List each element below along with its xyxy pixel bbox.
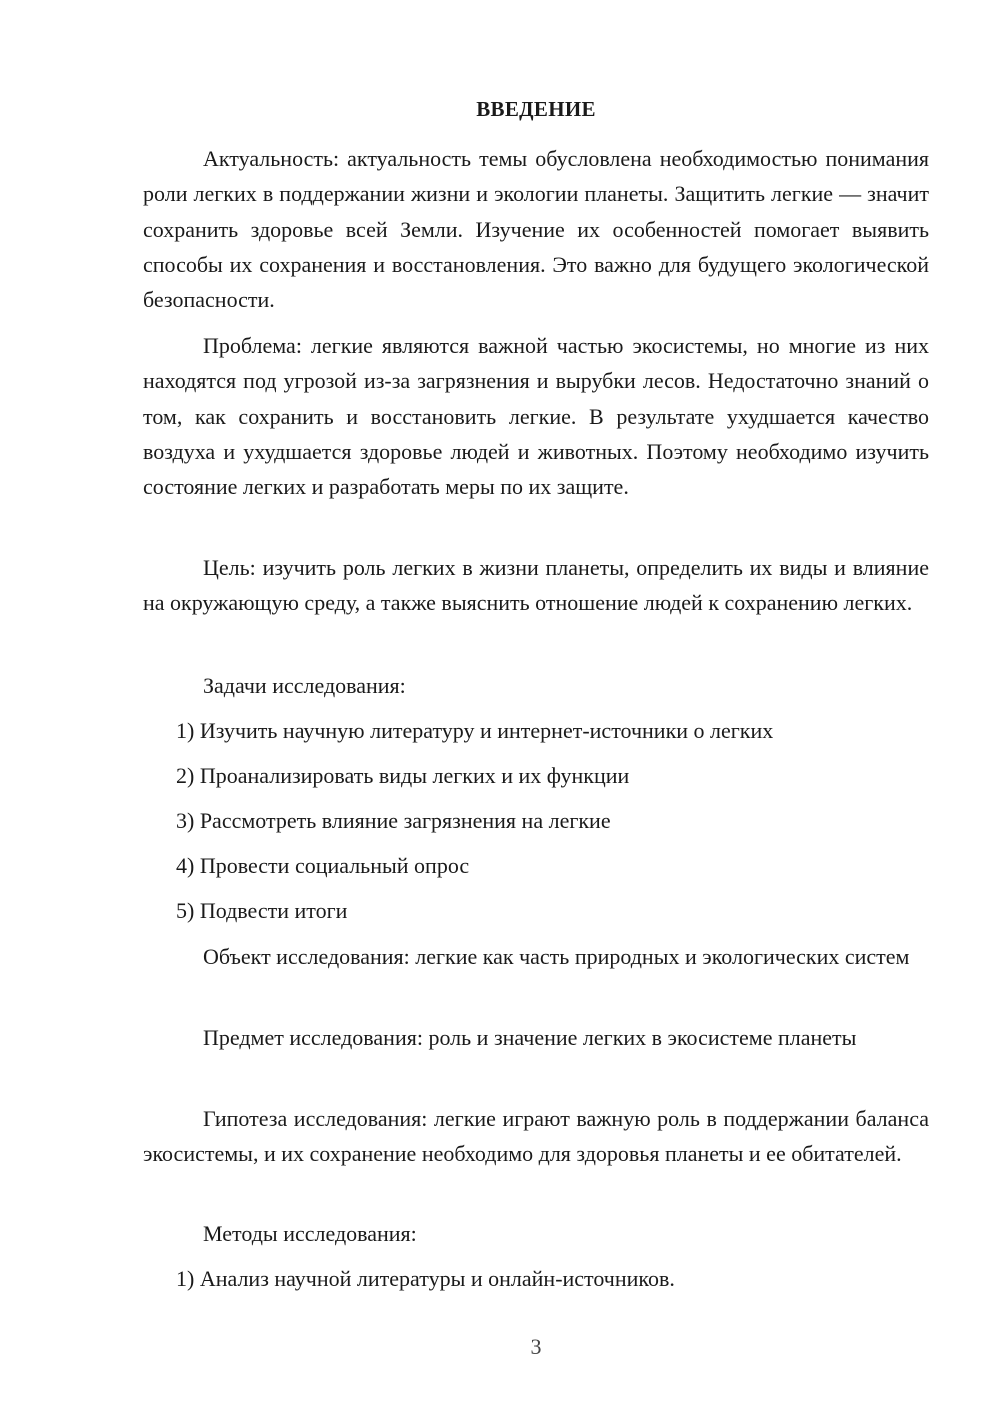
list-item: 4) Провести социальный опрос [176,853,470,878]
methods-title: Методы исследования: [203,1221,417,1246]
page-title: ВВЕДЕНИЕ [476,97,596,121]
list-item: 5) Подвести итоги [176,898,348,923]
object-paragraph: Объект исследования: легкие как часть природных и экологических систем [203,944,910,969]
goal-paragraph: Цель: изучить роль легких в жизни планеты, определить их виды и влияние на окружающую среду, а также выяснить отношение людей к сохранению легких. [143,555,929,616]
subject-paragraph: Предмет исследования: роль и значение легких в экосистеме планеты [203,1025,857,1050]
list-item: 1) Анализ научной литературы и онлайн-источников. [176,1266,675,1291]
list-item: 2) Проанализировать виды легких и их функции [176,763,630,788]
page-number: 3 [530,1334,542,1359]
relevance-paragraph: Актуальность: актуальность темы обусловлена необходимостью понимания роли легких в поддержании жизни и экологии планеты. Защитить легкие — значит сохранить здоровье всей Земли. Изучение их особенностей помогает выявить способы их сохранения и восстановления. Это важно для будущего экологической безопасности. [143,146,929,313]
hypothesis-paragraph: Гипотеза исследования: легкие играют важную роль в поддержании баланса экосистемы, и их сохранение необходимо для здоровья планеты и ее обитателей. [143,1106,929,1167]
list-item: 3) Рассмотреть влияние загрязнения на легкие [176,808,611,833]
list-item: 1) Изучить научную литературу и интернет-источники о легких [176,718,774,743]
problem-paragraph: Проблема: легкие являются важной частью экосистемы, но многие из них находятся под угрозой из-за загрязнения и вырубки лесов. Недостаточно знаний о том, как сохранить и восстановить легкие. В результате ухудшается качество воздуха и ухудшается здоровье людей и животных. Поэтому необходимо изучить состояние легких и разработать меры по их защите. [143,333,929,500]
tasks-title: Задачи исследования: [203,673,406,698]
